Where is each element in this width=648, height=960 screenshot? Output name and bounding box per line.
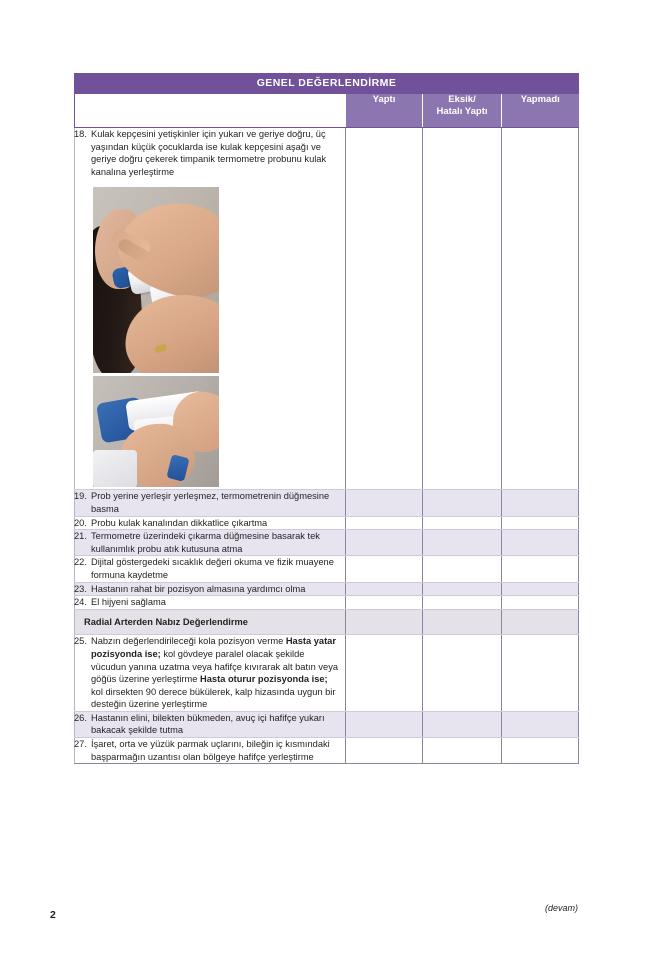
table-row (75, 490, 579, 516)
checkbox-cell-yapti-26[interactable] (346, 711, 423, 737)
item-label-22: Dijital göstergedeki sıcaklık değeri okuma ve fizik muayene formuna kaydetme (91, 557, 334, 580)
column-header-item (75, 94, 346, 128)
item-number-18: 18. (74, 129, 87, 139)
item-label-27: İşaret, orta ve yüzük parmak uçlarını, bileğin iç kısmındaki başparmağın uzantısı olan bölgeye hafifçe yerleştirme (91, 739, 330, 762)
item-number-19: 19. (74, 491, 87, 502)
item-label-26: Hastanın elini, bilekten bükmeden, avuç içi hafifçe yukarı bakacak şekilde tutma (91, 712, 325, 736)
item-number-26: 26. (74, 712, 87, 723)
item-25-seg-4: kol dirsekten 90 derece bükülerek, kalp hizasında uygun bir desteğin üzerine yerleştirme (91, 686, 336, 710)
item-text-cell-23 (75, 582, 346, 596)
section-cell-yapmadi (502, 609, 579, 635)
item-text-cell-25 (75, 635, 346, 712)
checkbox-cell-yapmadi-23[interactable] (502, 582, 579, 596)
tympanic-thermometer-ear-placement-photo (93, 187, 219, 373)
checkbox-cell-yapti-25[interactable] (346, 635, 423, 712)
checkbox-cell-yapmadi-26[interactable] (502, 711, 579, 737)
table-body (75, 128, 579, 764)
table-row (75, 556, 579, 582)
checkbox-cell-yapmadi-20[interactable] (502, 516, 579, 530)
item-text-cell-26 (75, 711, 346, 737)
item-label-23: Hastanın rahat bir pozisyon almasına yardımcı olma (91, 583, 306, 594)
item-number-27: 27. (74, 739, 87, 750)
table-row (75, 635, 579, 712)
checkbox-cell-yapmadi-18[interactable] (502, 128, 579, 490)
checkbox-cell-yapmadi-27[interactable] (502, 738, 579, 764)
item-label-18: Kulak kepçesini yetişkinler için yukarı ve geriye doğru, üç yaşından küçük çocuklarda ise kulak kepçesini aşağı ve geriye doğru çekerek timpanik termometre probunu kulak kanalına yerleştirme (91, 129, 327, 177)
table-section-header-row (75, 609, 579, 635)
checkbox-cell-yapti-18[interactable] (346, 128, 423, 490)
item-label-25 (91, 635, 342, 711)
item-label-20: Probu kulak kanalından dikkatlice çıkartma (91, 517, 268, 528)
checkbox-cell-eksik-23[interactable] (423, 582, 502, 596)
item-text-cell-24 (75, 596, 346, 610)
item-text-cell-20 (75, 516, 346, 530)
item-label-19: Prob yerine yerleşir yerleşmez, termometrenin düğmesine basma (91, 491, 330, 514)
checkbox-cell-yapti-21[interactable] (346, 530, 423, 556)
item-text-cell-21 (75, 530, 346, 556)
item-number-24: 24. (74, 597, 87, 608)
checkbox-cell-yapti-22[interactable] (346, 556, 423, 582)
section-cell-eksik (423, 609, 502, 635)
checkbox-cell-eksik-24[interactable] (423, 596, 502, 610)
table-main-header-row (75, 74, 579, 94)
continuation-note: (devam) (544, 903, 578, 913)
checkbox-cell-yapti-24[interactable] (346, 596, 423, 610)
tympanic-thermometer-handheld-photo (93, 376, 219, 487)
evaluation-table (74, 73, 579, 764)
checkbox-cell-eksik-20[interactable] (423, 516, 502, 530)
item-number-21: 21. (74, 531, 87, 542)
column-header-yapti: Yaptı (346, 94, 423, 128)
item-label-21: Termometre üzerindeki çıkarma düğmesine basarak tek kullanımlık probu atık kutusuna atma (91, 531, 320, 554)
page-number: 2 (50, 909, 56, 921)
table-main-header-title: GENEL DEĞERLENDİRME (75, 74, 579, 94)
checkbox-cell-eksik-25[interactable] (423, 635, 502, 712)
item-25-seg-0: Nabzın değerlendirileceği kola pozisyon verme (91, 636, 284, 647)
table-row (75, 128, 579, 490)
section-header-radial-arter: Radial Arterden Nabız Değerlendirme (75, 609, 346, 635)
item-number-20: 20. (74, 517, 87, 528)
item-number-25: 25. (74, 636, 87, 647)
checkbox-cell-yapmadi-24[interactable] (502, 596, 579, 610)
column-header-eksik-line2: Hatalı Yaptı (436, 105, 488, 117)
checkbox-cell-eksik-19[interactable] (423, 490, 502, 516)
table-column-header-row (75, 94, 579, 128)
item-photos-18 (93, 187, 345, 487)
item-text-cell-18 (75, 128, 346, 490)
checkbox-cell-yapti-23[interactable] (346, 582, 423, 596)
column-header-yapmadi: Yapmadı (502, 94, 579, 128)
table-row (75, 530, 579, 556)
table-row (75, 596, 579, 610)
item-text-cell-19 (75, 490, 346, 516)
item-text-cell-27 (75, 738, 346, 764)
checkbox-cell-eksik-27[interactable] (423, 738, 502, 764)
item-25-seg-3: Hasta oturur pozisyonda ise; (200, 674, 328, 685)
column-header-eksik-line1: Eksik/ (448, 94, 476, 105)
table-row (75, 582, 579, 596)
table-row (75, 711, 579, 737)
column-header-eksik-hatali-yapti (423, 94, 502, 128)
checkbox-cell-yapti-27[interactable] (346, 738, 423, 764)
checkbox-cell-yapmadi-19[interactable] (502, 490, 579, 516)
checkbox-cell-yapmadi-22[interactable] (502, 556, 579, 582)
checkbox-cell-eksik-18[interactable] (423, 128, 502, 490)
checkbox-cell-yapti-19[interactable] (346, 490, 423, 516)
checkbox-cell-yapmadi-25[interactable] (502, 635, 579, 712)
checkbox-cell-eksik-26[interactable] (423, 711, 502, 737)
item-label-24: El hijyeni sağlama (91, 597, 166, 608)
checkbox-cell-yapmadi-21[interactable] (502, 530, 579, 556)
table-row (75, 738, 579, 764)
section-cell-yapti (346, 609, 423, 635)
item-number-22: 22. (74, 557, 87, 568)
item-25-seg-1: Hasta yatar pozisyonda ise; (91, 636, 336, 659)
item-text-cell-22 (75, 556, 346, 582)
checkbox-cell-eksik-22[interactable] (423, 556, 502, 582)
checkbox-cell-yapti-20[interactable] (346, 516, 423, 530)
checkbox-cell-eksik-21[interactable] (423, 530, 502, 556)
item-25-seg-2: kol gövdeye paralel olacak şekilde vücudun yanına uzatma veya hafifçe kıvırarak alt batın veya göğüs üzerine yerleştirme (91, 648, 339, 685)
item-number-23: 23. (74, 583, 87, 594)
table-row (75, 516, 579, 530)
